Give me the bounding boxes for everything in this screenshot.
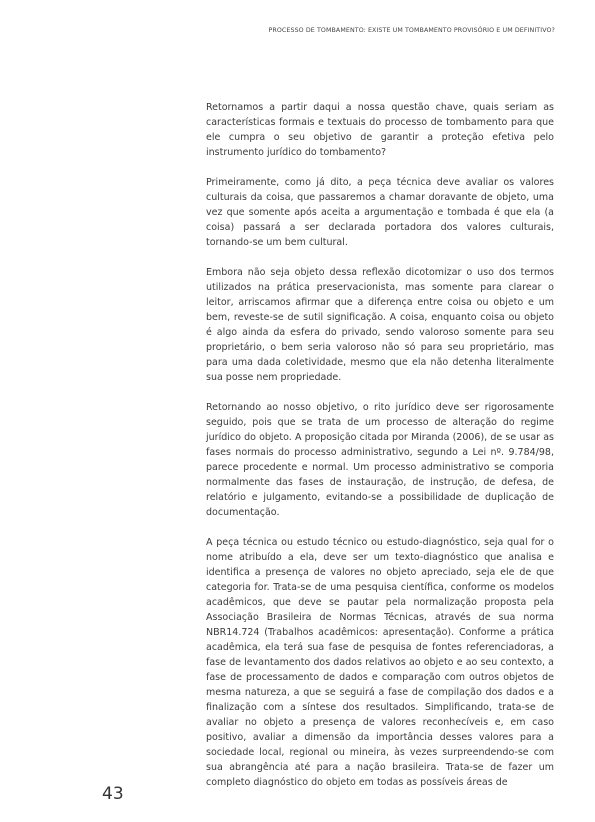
page-number: 43 bbox=[102, 784, 124, 804]
paragraph-4: Retornando ao nosso objetivo, o rito jurídico deve ser rigorosamente seguido, pois que se trata de um processo de alteração do regime jurídico do objeto. A proposição citada por Miranda (2006), de se usar as fases normais do processo administrativo, segundo a Lei nº. 9.784/98, parece procedente e normal. Um processo administrativo se comporia normalmente das fases de instauração, de instrução, de defesa, de relatório e julgamento, evitando-se a possibilidade de duplicação de documentação. bbox=[206, 402, 554, 518]
paragraph-5: A peça técnica ou estudo técnico ou estudo-diagnóstico, seja qual for o nome atribuído a ela, deve ser um texto-diagnóstico que analisa e identifica a presença de valores no objeto apreciado, seja ele de que categoria for. Trata-se de uma pesquisa científica, conforme os modelos acadêmicos, que deve se pautar pela normalização proposta pela Associação Brasileira de Normas Técnicas, através de sua norma NBR14.724 (Trabalhos acadêmicos: apresentação). Conforme a prática acadêmica, ela terá sua fase de pesquisa de fontes referenciadoras, a fase de levantamento dos dados relativos ao objeto e ao seu contexto, a fase de processamento de dados e comparação com outros objetos de mesma natureza, a que se seguirá a fase de compilação dos dados e a finalização com a síntese dos resultados. Simplificando, trata-se de avaliar no objeto a presença de valores reconhecíveis e, em caso positivo, avaliar a dimensão da importância desses valores para a sociedade local, regional ou mineira, às vezes surpreendendo-se com sua abrangência até para a nação brasileira. Trata-se de fazer um completo diagnóstico do objeto em todas as possíveis áreas de bbox=[206, 537, 554, 788]
paragraph-2: Primeiramente, como já dito, a peça técnica deve avaliar os valores culturais da coisa, que passaremos a chamar doravante de objeto, uma vez que somente após aceita a argumentação e tombada é que ela (a coisa) passará a ser declarada portadora dos valores culturais, tornando-se um bem cultural. bbox=[206, 177, 554, 248]
paragraph-1: Retornamos a partir daqui a nossa questão chave, quais seriam as características formais e textuais do processo de tombamento para que ele cumpra o seu objetivo de garantir a proteção efetiva pelo instrumento jurídico do tombamento? bbox=[206, 102, 554, 158]
body-text bbox=[206, 100, 554, 805]
paragraph-3: Embora não seja objeto dessa reflexão dicotomizar o uso dos termos utilizados na prática preservacionista, mas somente para clarear o leitor, arriscamos afirmar que a diferença entre coisa ou objeto e um bem, reveste-se de sutil significação. A coisa, enquanto coisa ou objeto é algo ainda da esfera do privado, sendo valoroso somente para seu proprietário, o bem seria valoroso não só para seu proprietário, mas para uma dada coletividade, mesmo que ela não detenha literalmente sua posse nem propriedade. bbox=[206, 267, 554, 383]
running-header: PROCESSO DE TOMBAMENTO: EXISTE UM TOMBAMENTO PROVISÓRIO E UM DEFINITIVO? bbox=[268, 27, 555, 34]
